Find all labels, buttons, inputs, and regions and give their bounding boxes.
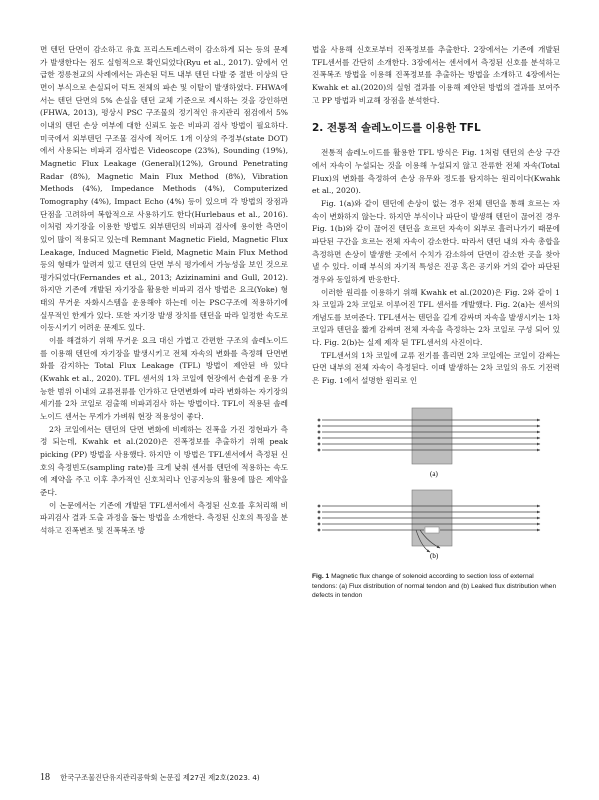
paragraph: 이러한 원리를 이용하기 위해 Kwahk et al.(2020)은 Fig. 2와 같이 1차 코일과 2차 코일로 이루어진 TFL 센서를 개발했다. Fig. 2(a)는 센서의 개념도를 보여준다. TFL센서는 텐던을 길게 감싸며 자속을 발생시키는 1차 코일과 텐던을 짧게 감싸며 전체 자속을 측정하는 2차 코일로 구성 되어 있다. Fig. 2(b)는 실제 제작 된 TFL센서의 사진이다. — [312, 287, 560, 348]
caption-prefix: Fig. 1 — [312, 573, 330, 581]
tendon-defect — [425, 527, 439, 533]
right-column — [312, 44, 560, 600]
solenoid-coil-a — [412, 408, 452, 464]
journal-name: 한국구조물진단유지관리공학회 논문집 제27권 제2호(2023. 4) — [60, 773, 260, 782]
page-footer — [40, 772, 260, 783]
subfigure-label-b: (b) — [430, 551, 439, 560]
paragraph: TFL센서의 1차 코일에 교류 전기를 흘리면 2차 코일에는 코일이 감싸는 단면 내부의 전체 자속이 측정된다. 이때 발생하는 2차 코일의 유도 기전력은 Fig. 1에서 설명한 원리로 인 — [312, 350, 560, 386]
paragraph: 법을 사용해 신호로부터 진폭정보를 추출한다. 2장에서는 기존에 개발된 TFL센서를 간단히 소개한다. 3장에서는 센서에서 측정된 신호를 분석하고 진폭복조 방법을 이용해 진폭정보를 추출하는 방법을 소개하고 4장에서는 Kwahk et al.(2020)의 실험 결과를 이용해 제안된 방법의 결과를 보여주고 PP 방법과 비교해 장점을 분석한다. — [312, 45, 560, 105]
subfigure-label-a: (a) — [430, 469, 438, 478]
left-column — [40, 44, 288, 538]
paragraph: 이를 해결하기 위해 무거운 요크 대신 가볍고 간편한 구조의 솔레노이드를 이용해 텐던에 자기장을 발생시키고 전체 자속의 변화를 측정해 단면변화를 감지하는 Total Flux Leakage (TFL) 방법이 제안된 바 있다(Kwahk et al., 2020). TFL 센서의 1차 코일에 현장에서 손쉽게 운용 가능한 범위 이내의 교류전류를 인가하고 단면변화에 따라 변화하는 자기장의 세기를 2차 코일로 검출해 비파괴검사 하는 방법이다. TFL이 적용된 솔레노이드 센서는 무게가 가벼워 현장 적용성이 좋다. — [40, 336, 288, 422]
page-number: 18 — [40, 772, 50, 783]
paragraph: Fig. 1(a)와 같이 텐던에 손상이 없는 경우 전체 텐던을 통해 흐르는 자속이 변화하지 않는다. 하지만 부식이나 파단이 발생해 텐던이 끊어진 경우 Fig. 1(b)와 같이 끊어진 텐던을 흐르던 자속이 외부로 흘러나가기 때문에 파단된 구간을 흐르는 전체 자속이 감소한다. 따라서 텐던 내의 자속 총합을 측정하면 손상이 발생한 곳에서 수치가 감소하여 단면이 감소한 곳을 찾아낼 수 있다. 이때 부식의 자기적 특성은 진공 혹은 공기와 거의 같아 파단된 경우와 동일하게 반응한다. — [312, 198, 560, 284]
paragraph: 면 텐던 단면이 감소하고 유효 프리스트레스력이 감소하게 되는 등의 문제가 발생한다는 점도 실험적으로 확인되었다(Ryu et al., 2017). 앞에서 언급한 정릉천교의 사례에서는 과손된 덕트 내부 텐던 다발 중 절반 이상의 단면이 부식으로 손실되어 덕트 전체의 파손 및 이탈이 발생하였다. FHWA에서는 텐던 단면의 5% 손실을 텐던 교체 기준으로 제시하는 것을 강인하면(FHWA, 2013), 평상시 PSC 구조물의 정기적인 유지관리 점검에서 5% 이내의 텐던 손상 여부에 대한 신뢰도 높은 비파괴 검사 방법이 필요하다. 미국에서 외부텐던 구조물 검사에 적어도 1개 이상의 주정부(state DOT)에서 사용되는 비파괴 검사법은 Videoscope (23%), Sounding (19%), Magnetic Flux Leakage (General)(12%), Ground Penetrating Radar (8%), Magnetic Main Flux Method (8%), Vibration Methods (4%), Impedance Methods (4%), Computerized Tomography (4%), Impact Echo (4%) 등이 있으며 각 방법의 장점과 단점을 고려하여 복합적으로 사용하기도 한다(Hurlebaus et al., 2016). 이처럼 자기장을 이용한 방법도 외부텐던의 비파괴 검사에 용이한 측면이 있어 많이 적용되고 있는데 Remnant Magnetic Field, Magnetic Flux Leakage, Induced Magnetic Field, Magnetic Main Flux Method 등의 형태가 알려져 있고 텐던의 단면 부식 평가에서 가능성을 보인 것으로 평가되었다(Fernandes et al., 2013; Azizinamini and Gull, 2012). 하지만 기존에 개발된 자기장을 활용한 비파괴 검사 방법은 요크(Yoke) 형태의 무거운 자화시스템을 운용해야 하는데 이는 PSC구조에 적용하기에 실무적인 한계가 있다. 또한 자기장 발생 장치를 텐던을 따라 일정한 속도로 이동시키기 어려운 문제도 있다. — [40, 45, 288, 333]
caption-text: Magnetic flux change of solenoid according to section loss of external tendons: (a) Flux distribution of normal tendon and (b) Leaked flux distribution when defects in tendon — [312, 573, 557, 600]
normal-tendon-diagram — [318, 408, 540, 464]
leaked-flux-diagram — [318, 490, 540, 552]
paragraph: 이 논문에서는 기존에 개발된 TFL센서에서 측정된 신호를 후처리해 비파괴검사 결과 도출 과정을 돕는 방법을 소개한다. 측정된 신호의 특징을 분석하고 진폭변조 및 진폭복조 방 — [40, 500, 288, 535]
figure-caption — [312, 572, 560, 600]
paragraph: 전통적 솔레노이드를 활용한 TFL 방식은 Fig. 1처럼 텐던의 손상 구간에서 자속이 누설되는 것을 이용해 누설되지 않고 잔류한 전체 자속(Total Flux)의 변화를 측정하여 손상 유무와 정도를 탐지하는 원리이다(Kwahk et al., 2020). — [312, 148, 560, 196]
figure-1-diagram — [312, 402, 560, 562]
paragraph: 2차 코일에서는 텐던의 단면 변화에 비례하는 진폭을 가진 정현파가 측정 되는데, Kwahk et al.(2020)은 진폭정보를 추출하기 위해 peak picking (PP) 방법을 사용했다. 하지만 이 방법은 TFL센서에서 측정된 신호의 측정빈도(sampling rate)를 크게 낮춰 센서를 텐던에 적용하는 속도에 제약을 주고 이후 추가적인 신호처리나 인공지능의 활용에 많은 제약을 준다. — [40, 424, 288, 497]
figure-1 — [312, 402, 560, 600]
section-heading: 2. 전통적 솔레노이드를 이용한 TFL — [312, 122, 481, 135]
